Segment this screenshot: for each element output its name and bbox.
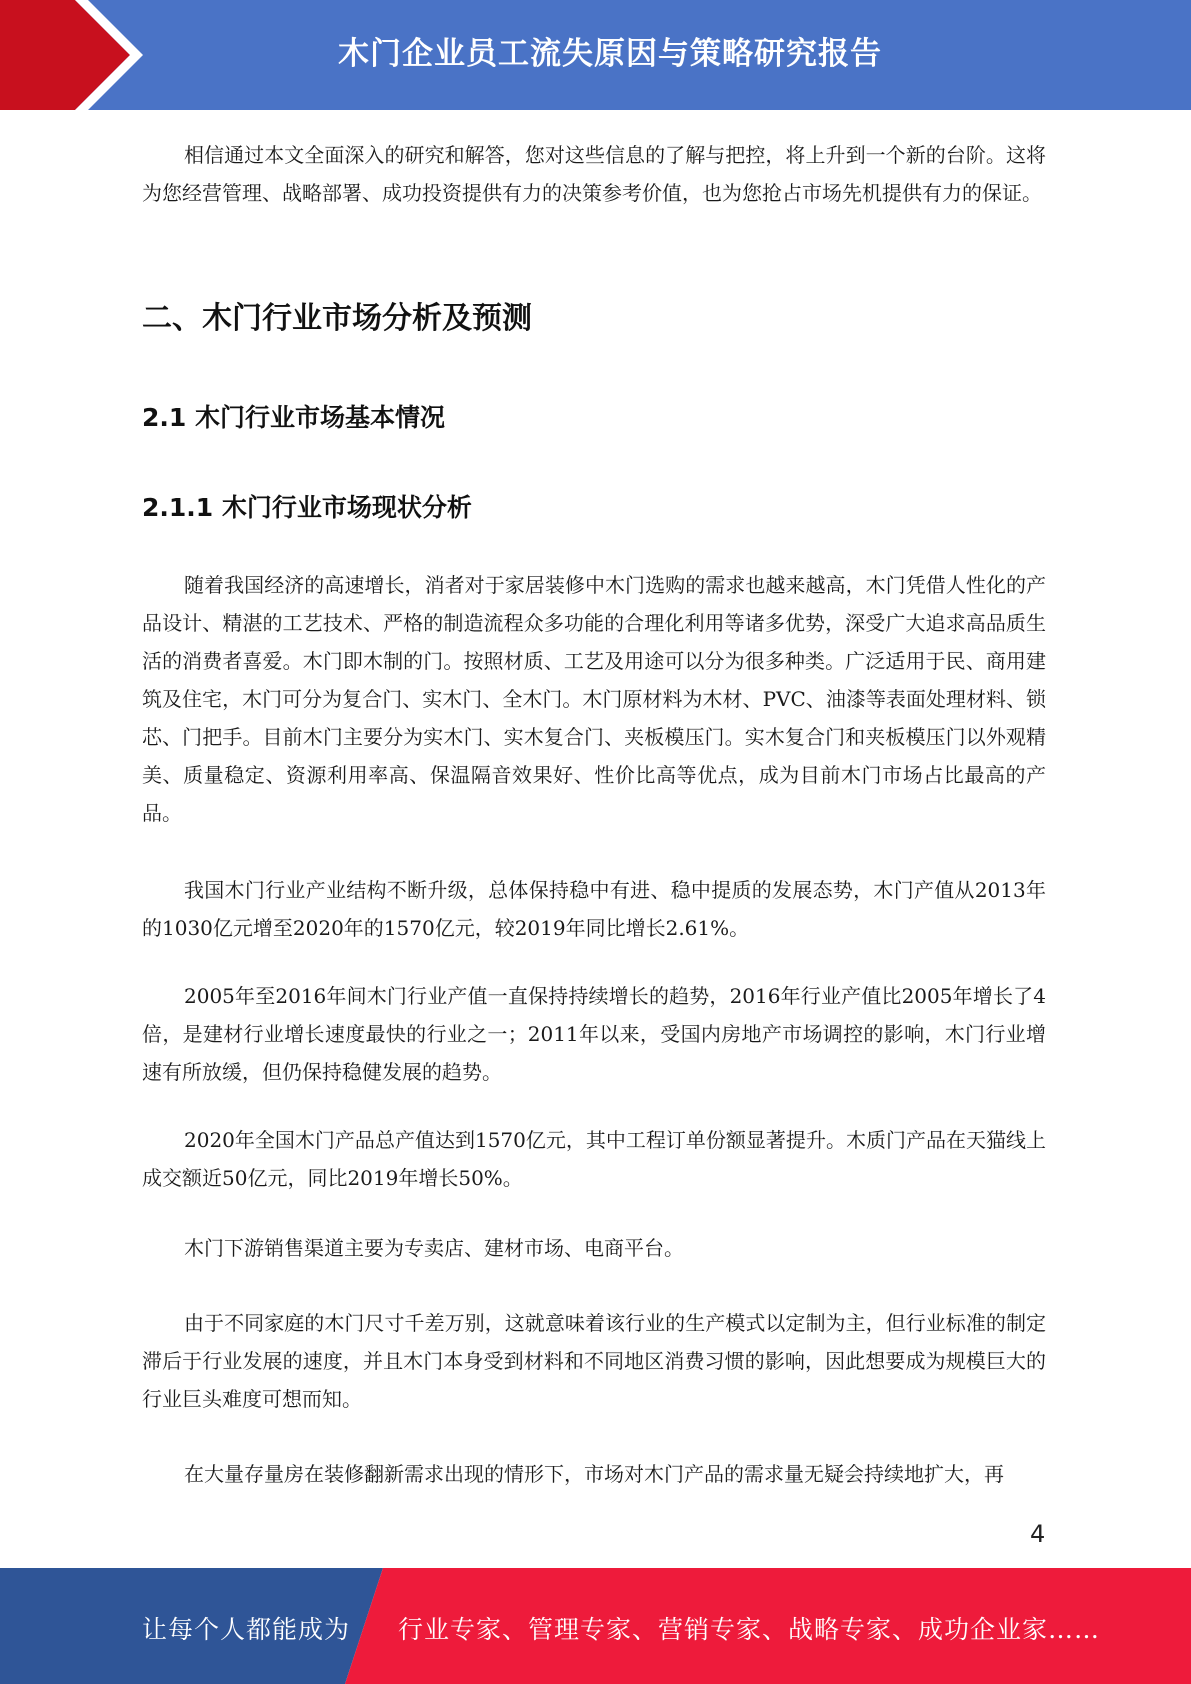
body-paragraph-5: 木门下游销售渠道主要为专卖店、建材市场、电商平台。: [184, 1236, 684, 1260]
footer-slogan-right: 行业专家、管理专家、营销专家、战略专家、成功企业家……: [398, 1615, 1101, 1644]
body-paragraph-2: 我国木门行业产业结构不断升级，总体保持稳中有进、稳中提质的发展态势，木门产值从2013年的1030亿元增至2020年的1570亿元，较2019年同比增长2.61%。: [142, 878, 1046, 940]
body-paragraph-3: 2005年至2016年间木门行业产值一直保持持续增长的趋势，2016年行业产值比2005年增长了4倍，是建材行业增长速度最快的行业之一；2011年以来，受国内房地产市场调控的影响，木门行业增速有所放缓，但仍保持稳健发展的趋势。: [142, 984, 1046, 1084]
body-paragraph-6: 由于不同家庭的木门尺寸千差万别，这就意味着该行业的生产模式以定制为主，但行业标准的制定滞后于行业发展的速度，并且木门本身受到材料和不同地区消费习惯的影响，因此想要成为规模巨大的行业巨头难度可想而知。: [142, 1311, 1046, 1411]
section-heading: 二、木门行业市场分析及预测: [142, 301, 532, 336]
report-title: 木门企业员工流失原因与策略研究报告: [338, 36, 882, 72]
page-number: 4: [1030, 1520, 1046, 1548]
body-paragraph-1: 随着我国经济的高速增长，消者对于家居装修中木门选购的需求也越来越高，木门凭借人性化的产品设计、精湛的工艺技术、严格的制造流程众多功能的合理化利用等诸多优势，深受广大追求高品质生活的消费者喜爱。木门即木制的门。按照材质、工艺及用途可以分为很多种类。广泛适用于民、商用建筑及住宅，木门可分为复合门、实木门、全木门。木门原材料为木材、PVC、油漆等表面处理材料、锁芯、门把手。目前木门主要分为实木门、实木复合门、夹板模压门。实木复合门和夹板模压门以外观精美、质量稳定、资源利用率高、保温隔音效果好、性价比高等优点，成为目前木门市场占比最高的产品。: [142, 573, 1046, 825]
body-paragraph-4: 2020年全国木门产品总产值达到1570亿元，其中工程订单份额显著提升。木质门产品在天猫线上成交额近50亿元，同比2019年增长50%。: [142, 1128, 1046, 1190]
intro-paragraph: 相信通过本文全面深入的研究和解答，您对这些信息的了解与把控，将上升到一个新的台阶。这将为您经营管理、战略部署、成功投资提供有力的决策参考价值，也为您抢占市场先机提供有力的保证。: [142, 143, 1046, 205]
subsubsection-heading: 2.1.1 木门行业市场现状分析: [142, 493, 472, 522]
subsection-heading: 2.1 木门行业市场基本情况: [142, 403, 445, 432]
footer-band: [0, 1568, 1191, 1684]
header-band: [0, 0, 1191, 110]
body-paragraph-7: 在大量存量房在装修翻新需求出现的情形下，市场对木门产品的需求量无疑会持续地扩大，再: [184, 1462, 1004, 1486]
footer-slogan-left: 让每个人都能成为: [142, 1615, 351, 1644]
